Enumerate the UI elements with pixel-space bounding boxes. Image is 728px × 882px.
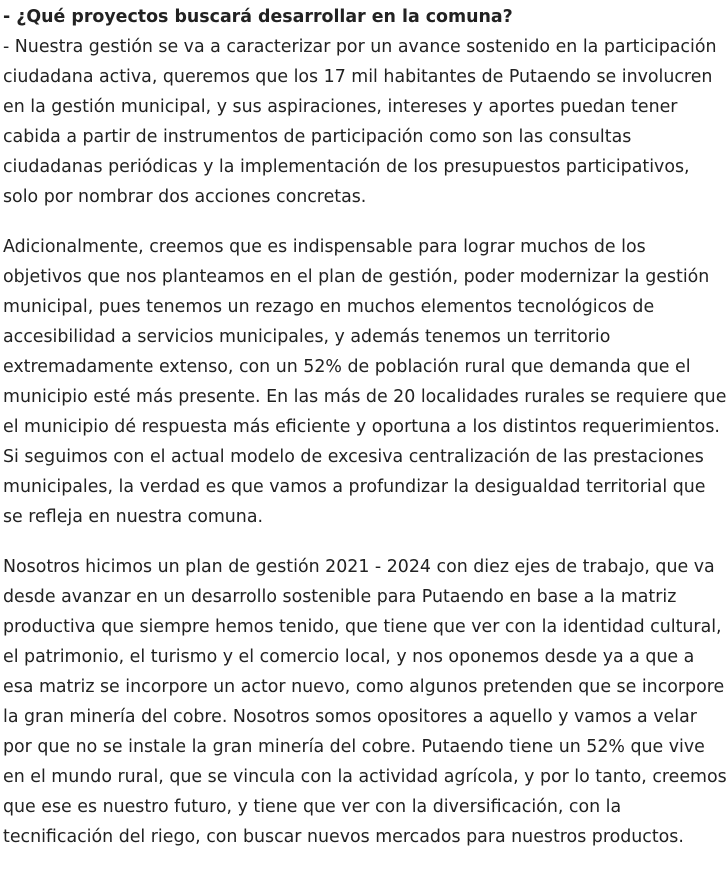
answer-paragraph-1: - Nuestra gestión se va a caracterizar por un avance sostenido en la participación ciudadana activa, queremos que los 17 mil habitantes de Putaendo se involucren en la gestión municipal, y sus aspiraciones, intereses y aportes puedan tener cabida a partir de instrumentos de participación como son las consultas ciudadanas periódicas y la implementación de los presupuestos participativos, solo por nombrar dos acciones concretas. [3,37,717,207]
answer-paragraph-2: Adicionalmente, creemos que es indispensable para lograr muchos de los objetivos que nos planteamos en el plan de gestión, poder modernizar la gestión municipal, pues tenemos un rezago en muchos elementos tecnológicos de accesibilidad a servicios municipales, y además tenemos un territorio extremadamente extenso, con un 52% de población rural que demanda que el municipio esté más presente. En las más de 20 localidades rurales se requiere que el municipio dé respuesta más eficiente y oportuna a los distintos requerimientos. Si seguimos con el actual modelo de excesiva centralización de las prestaciones municipales, la verdad es que vamos a profundizar la desigualdad territorial que se refleja en nuestra comuna. [3,237,727,527]
interview-question: - ¿Qué proyectos buscará desarrollar en la comuna? [3,7,513,27]
answer-paragraph-3: Nosotros hicimos un plan de gestión 2021 - 2024 con diez ejes de trabajo, que va desde avanzar en un desarrollo sostenible para Putaendo en base a la matriz productiva que siempre hemos tenido, que tiene que ver con la identidad cultural, el patrimonio, el turismo y el comercio local, y nos oponemos desde ya a que a esa matriz se incorpore un actor nuevo, como algunos pretenden que se incorpore la gran minería del cobre. Nosotros somos opositores a aquello y vamos a velar por que no se instale la gran minería del cobre. Putaendo tiene un 52% que vive en el mundo rural, que se vincula con la actividad agrícola, y por lo tanto, creemos que ese es nuestro futuro, y tiene que ver con la diversificación, con la tecnificación del riego, con buscar nuevos mercados para nuestros productos. [3,557,727,847]
